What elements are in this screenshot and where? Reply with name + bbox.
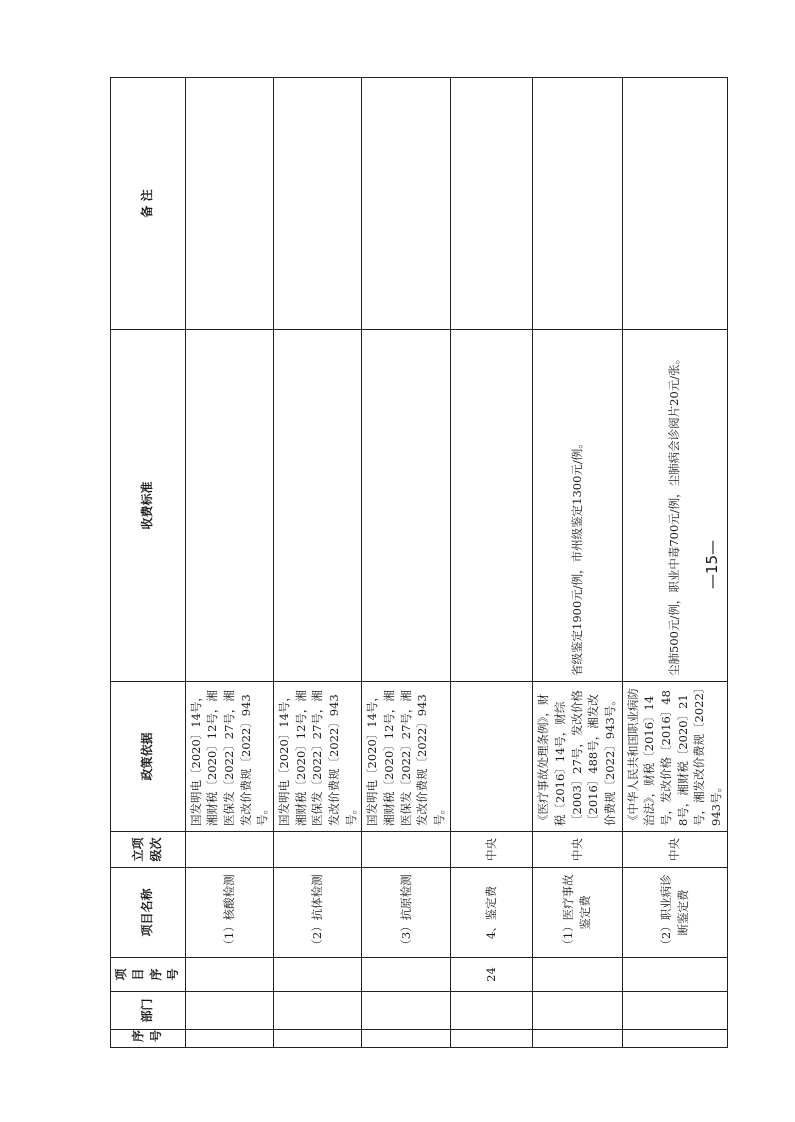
cell-basis: 国发明电〔2020〕14号，湘财税〔2020〕12号，湘医保发〔2022〕27号，湘发改价费规〔2022〕943号。 [185, 682, 273, 832]
cell-item-name: （2）职业病诊断鉴定费 [622, 868, 727, 958]
cell-basis: 《医疗事故处理条例》，财税〔2016〕14号，财综〔2003〕27号，发改价格〔2016〕488号，湘发改价费规〔2022〕943号。 [532, 682, 622, 832]
cell-item-name: （1）核酸检测 [185, 868, 273, 958]
cell-standard [362, 330, 450, 682]
cell-seq [622, 1030, 727, 1048]
cell-standard: 尘肺500元/例，职业中毒700元/例，尘肺病会诊阅片20元/张。 [622, 330, 727, 682]
cell-standard: 省级鉴定1900元/例，市州级鉴定1300元/例。 [532, 330, 622, 682]
cell-dept [532, 992, 622, 1030]
cell-item-no [532, 958, 622, 992]
page-number-text: —15— [703, 539, 721, 589]
cell-item-no [185, 958, 273, 992]
page-number [697, 539, 727, 605]
cell-dept [273, 992, 361, 1030]
cell-level: 中央 [532, 832, 622, 868]
cell-remark [185, 78, 273, 330]
cell-level: 中央 [622, 832, 727, 868]
cell-remark [450, 78, 532, 330]
cell-basis [450, 682, 532, 832]
cell-dept [622, 992, 727, 1030]
cell-dept [450, 992, 532, 1030]
cell-item-no [273, 958, 361, 992]
header-dept: 部门 [111, 992, 186, 1030]
table-row [450, 78, 532, 1048]
cell-basis: 国发明电〔2020〕14号，湘财税〔2020〕12号，湘医保发〔2022〕27号，湘发改价费规〔2022〕943号。 [362, 682, 450, 832]
table-row [273, 78, 361, 1048]
table-header-row [111, 78, 186, 1048]
cell-seq [450, 1030, 532, 1048]
cell-seq [362, 1030, 450, 1048]
cell-seq [532, 1030, 622, 1048]
cell-standard [273, 330, 361, 682]
cell-standard [185, 330, 273, 682]
cell-remark [622, 78, 727, 330]
cell-remark [273, 78, 361, 330]
header-level: 立项级次 [111, 832, 186, 868]
cell-item-name: （2）抗体检测 [273, 868, 361, 958]
cell-remark [532, 78, 622, 330]
cell-dept [362, 992, 450, 1030]
cell-seq [273, 1030, 361, 1048]
table-row [532, 78, 622, 1048]
header-standard: 收费标准 [111, 330, 186, 682]
cell-remark [362, 78, 450, 330]
cell-level: 中央 [450, 832, 532, 868]
cell-basis: 《中华人民共和国职业病防治法》，财税〔2016〕14号，发改价格〔2016〕488号，湘财税〔2020〕21号，湘发改价费规〔2022〕943号。 [622, 682, 727, 832]
cell-dept [185, 992, 273, 1030]
cell-item-name: （3）抗原检测 [362, 868, 450, 958]
fee-table [110, 77, 728, 1048]
cell-basis: 国发明电〔2020〕14号，湘财税〔2020〕12号，湘医保发〔2022〕27号，湘发改价费规〔2022〕943号。 [273, 682, 361, 832]
cell-item-no: 24 [450, 958, 532, 992]
cell-seq [185, 1030, 273, 1048]
header-seq: 序号 [111, 1030, 186, 1048]
header-basis: 政策依据 [111, 682, 186, 832]
cell-standard [450, 330, 532, 682]
header-item-no: 项目序号 [111, 958, 186, 992]
header-remark: 备 注 [111, 78, 186, 330]
table-row [185, 78, 273, 1048]
cell-item-no [622, 958, 727, 992]
cell-level [362, 832, 450, 868]
cell-item-name: 4、鉴定费 [450, 868, 532, 958]
table-row [362, 78, 450, 1048]
cell-item-no [362, 958, 450, 992]
cell-level [185, 832, 273, 868]
header-item-name: 项目名称 [111, 868, 186, 958]
cell-item-name: （1）医疗事故鉴定费 [532, 868, 622, 958]
cell-level [273, 832, 361, 868]
